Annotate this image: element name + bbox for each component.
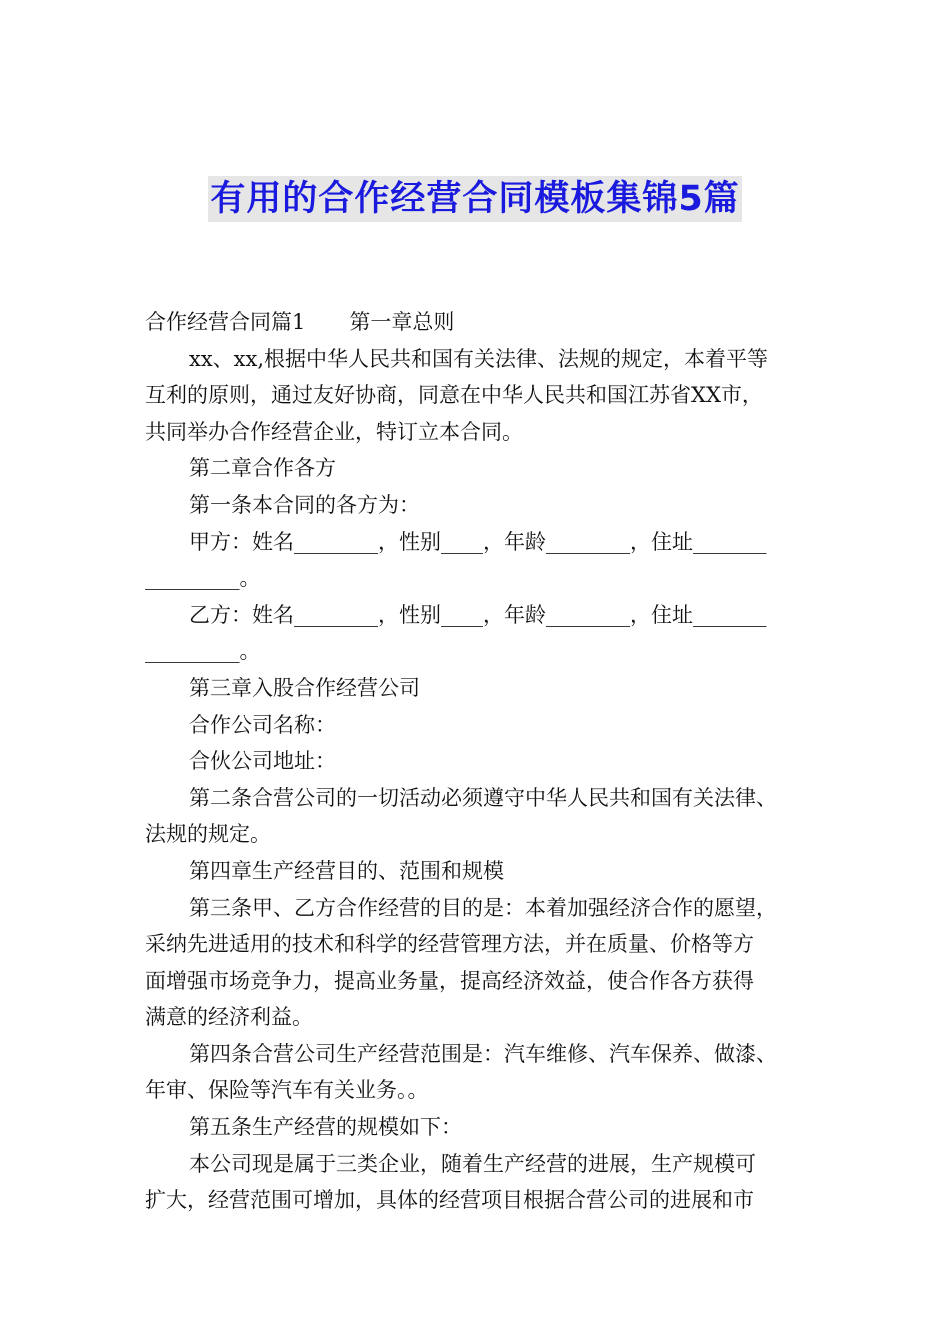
chapter-heading: 第二章合作各方 xyxy=(189,456,336,481)
paragraph-line: 面增强市场竞争力，提高业务量，提高经济效益，使合作各方获得 xyxy=(145,968,754,993)
paragraph-line: 互利的原则，通过友好协商，同意在中华人民共和国江苏省XX市， xyxy=(145,383,763,408)
chapter-heading: 第四章生产经营目的、范围和规模 xyxy=(189,858,504,883)
paragraph-line: 本公司现是属于三类企业，随着生产经营的进展，生产规模可 xyxy=(189,1151,756,1176)
paragraph-line: 满意的经济利益。 xyxy=(145,1005,313,1030)
contract-heading: 合作经营合同篇1 xyxy=(145,310,306,334)
paragraph-line: xx、xx,根据中华人民共和国有关法律、法规的规定，本着平等 xyxy=(189,346,769,371)
chapter-heading: 第一章总则 xyxy=(349,310,455,334)
document-title: 有用的合作经营合同模板集锦5篇 xyxy=(208,176,741,222)
paragraph-line: 法规的规定。 xyxy=(145,822,271,847)
paragraph-line: 第三条甲、乙方合作经营的目的是：本着加强经济合作的愿望， xyxy=(189,895,777,920)
document-body xyxy=(145,304,825,1219)
paragraph-line: 第四条合营公司生产经营范围是：汽车维修、汽车保养、做漆、 xyxy=(189,1041,777,1066)
party-b-line-cont: _________。 xyxy=(145,639,261,664)
paragraph-line: 第二条合营公司的一切活动必须遵守中华人民共和国有关法律、 xyxy=(189,785,777,810)
paragraph-line: 合作公司名称： xyxy=(189,712,336,737)
paragraph-line: 采纳先进适用的技术和科学的经营管理方法，并在质量、价格等方 xyxy=(145,932,754,957)
chapter-heading: 第三章入股合作经营公司 xyxy=(189,675,420,700)
paragraph-line: 共同举办合作经营企业，特订立本合同。 xyxy=(145,419,523,444)
paragraph-line: 第五条生产经营的规模如下： xyxy=(189,1115,462,1140)
paragraph-line: 第一条本合同的各方为： xyxy=(189,492,420,517)
paragraph-line: 扩大，经营范围可增加，具体的经营项目根据合营公司的进展和市 xyxy=(145,1188,754,1213)
paragraph-line: 年审、保险等汽车有关业务。。 xyxy=(145,1078,429,1103)
title-block xyxy=(0,176,950,222)
party-a-line-cont: _________。 xyxy=(145,566,261,591)
party-b-line: 乙方：姓名________，性别____，年龄________，住址_______ xyxy=(189,602,767,627)
section-heading xyxy=(145,304,825,341)
party-a-line: 甲方：姓名________，性别____，年龄________，住址_______ xyxy=(189,529,767,554)
paragraph-line: 合伙公司地址： xyxy=(189,749,336,774)
